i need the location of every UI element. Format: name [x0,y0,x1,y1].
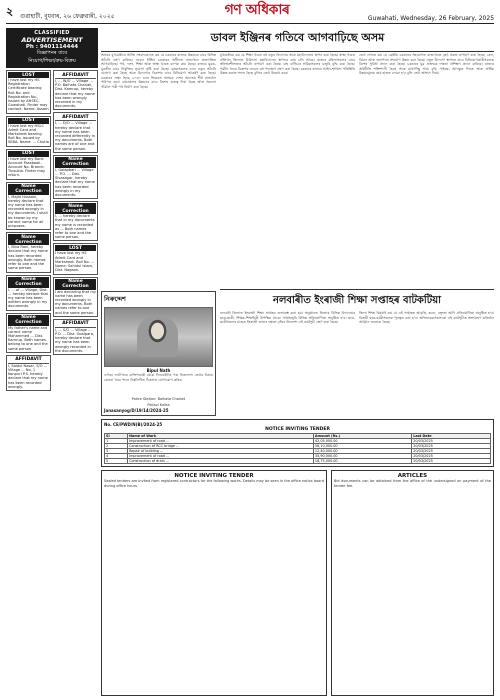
ad-body: I, ... S/O ... Village ... P.O. ... Dist. Goalpara, hereby declare that my name has been wrongly recorded in the documents. [55,327,95,353]
divider [101,51,494,52]
classified-ad [53,201,98,241]
classified-ad [53,155,98,199]
classified-ad [6,182,51,231]
page-body [6,28,494,696]
table-cell: Repair of building ... [128,449,314,454]
table-header-cell: Name of Work [128,434,314,439]
classified-column-1 [6,70,51,696]
tender-ref: No. CE/PWD/N(B)/2024-25 [104,422,163,427]
notice-title: ARTICLES [397,473,428,479]
article-column: অসমৰ মুখ্যমন্ত্ৰীয়ে আজি সংবাদমেলত কয় যে চৰকাৰে ৰাজ্যৰ উন্নয়নৰ বাবে বিভিন্ন আঁচনি গ্ৰহণ কৰিছে। ডাবল ইঞ্জিন চৰকাৰৰ অধীনত ৰাজ্যখনে দ্ৰুতগতিত আগবাঢ়িছে। পথ, দলং, শিক্ষা আৰু স্বাস্থ্য খণ্ডত ব্যাপক কাম হৈছে। ৰাজ্যৰ যুৱক-যুৱতীৰ বাবে নিযুক্তিৰ সুযোগ সৃষ্টি কৰা হৈছে। কৃষকসকলৰ বাবে নতুন আঁচনি ঘোষণা কৰা হৈছে আৰু উদ্যোগৰ বিকাশৰ বাবে বিনিয়োগ আকৰ্ষণ কৰা হৈছে। চৰকাৰৰ লক্ষ্য হৈছে ২০৩০ চনৰ ভিতৰত অসমক দেশৰ অন্যতম শীৰ্ষ ৰাজ্যলৈ পৰিণত কৰা। গ্ৰামাঞ্চলৰ উন্নয়নৰ বাবে বিশেষ গুৰুত্ব দিয়া হৈছে আৰু সকলো গাঁৱলৈ পকী পথ নিৰ্মাণ কৰা হৈছে। [101,53,216,89]
ad-title: AFFIDAVIT [55,72,96,79]
classified-ad [6,355,51,391]
table-header-cell: Last Date [412,434,491,439]
tender-notice [101,419,494,467]
newspaper-logo: গণ অধিকাৰ [224,2,290,18]
classified-ad [6,275,51,311]
table-cell: 18,75,000.00 [313,459,411,464]
ad-body: I, Golapbari ... Village ... P.O. ... Dist. Sivasagar, hereby declare that my name has been recorded wrongly in my documents. [55,167,95,198]
notice-box [331,470,494,696]
classified-header [6,28,98,68]
table-cell: 20/03/2025 [412,444,491,449]
article-column: মুখ্যমন্ত্ৰীয়ে কয় যে শিক্ষা খণ্ডত বহু নতুন বিদ্যালয় আৰু মহাবিদ্যালয় স্থাপন কৰা হৈছে। স্বাস্থ্য খণ্ডত প্ৰতিখন জিলাত চিকিৎসা মহাবিদ্যালয় স্থাপনৰ কাম চলি আছে। ৰাজ্যৰ মহিলাসকলৰ বাবে স্বনিৰ্ভৰশীলতাৰ আঁচনি ৰূপায়ণ কৰা হৈছে। চাহ বাগিচাৰ শ্ৰমিকসকলৰ মজুৰি বৃদ্ধি কৰা হৈছে। পৰ্যটন খণ্ডৰ বিকাশৰ বাবেও বহু পদক্ষেপ গ্ৰহণ কৰা হৈছে। চৰকাৰে ৰাজ্যৰ আইন-শৃংখলা পৰিস্থিতি উন্নত কৰাত সফল হৈছে বুলিও তেওঁ উল্লেখ কৰে। [220,53,355,75]
news-columns [220,53,494,288]
table-cell: 12,40,000.00 [313,449,411,454]
ad-title: LOST [55,245,96,251]
notice-body: Sealed tenders are invited from registered contractors for the following works. Details may be seen in the office notice board during office hours. [104,479,324,488]
ad-body: I, Bina Rani, hereby declare that my name has been recorded wrongly. Both names refer to one and the same person. [8,245,48,271]
table-cell: 20/03/2025 [412,449,491,454]
secondary-headline: নলবাৰীত ইংৰাজী শিক্ষা সপ্তাহৰ বাটকটিয়া [272,295,442,306]
ad-title: LOST [8,118,49,124]
main-story-area [101,53,494,416]
date-assamese: গুৱাহাটী, বুধবাৰ, ২৬ ফেব্ৰুৱাৰী, ২০২৫ [20,13,115,20]
ad-body: My father's name and correct name Mohammed ... Dist. Kamrup. Both names belong to one and the same person. [8,325,48,351]
ad-body: I, ... D/O ... Village ... hereby declare that my name has been recorded differently in my documents. Both names are of one and the same person. [55,121,95,151]
ad-title: Name Correction [55,203,96,214]
classified-ad [6,149,51,180]
classified-section [6,28,98,696]
table-cell: Construction of RCC bridge ... [128,444,314,449]
classified-title: ADVERTISEMENT [21,36,83,44]
news-area [101,28,494,696]
table-cell: Construction of drain ... [128,459,314,464]
classified-column-2 [53,70,98,696]
ad-title: AFFIDAVIT [8,357,49,364]
masthead [6,4,494,24]
classified-columns [6,70,98,696]
left-stack [101,53,216,416]
notice-body: Bid documents can be obtained from the office of the undersigned on payment of the tender fee. [333,479,491,488]
table-cell: 5 [105,459,128,464]
classified-ad [53,243,98,274]
table-cell: 2 [105,444,128,449]
signoff-name: Pallavi Kalita [147,403,170,407]
article-column: নলবাৰী জিলাত ইংৰাজী শিক্ষা সপ্তাহৰ শুভাৰম্ভ কৰা হয়। অনুষ্ঠানত জিলাৰ বিভিন্ন বিদ্যালয়ৰ ছাত্ৰ-ছাত্ৰী, শিক্ষক-শিক্ষয়িত্ৰী উপস্থিত থাকে। সপ্তাহজুৰি বিভিন্ন প্ৰতিযোগিতা অনুষ্ঠিত হ'ব। ছাত্ৰ-ছাত্ৰীসকলৰ মাজত ইংৰাজী ভাষাৰ দক্ষতা বৃদ্ধিৰ উদ্দেশ্যে এই কাৰ্যসূচী গ্ৰহণ কৰা হৈছে। [220,311,355,324]
right-stack [220,53,494,416]
ad-body: I have lost my HS Admit Card and Marksheet. Roll No. ... Name: Sahidul Islam, Dist. Nagaon. [55,251,95,273]
ad-body: I am declaring that my name has been recorded wrongly in my documents. Both names refer to one and the same person. [55,289,96,315]
photo-caption: Bipul Nath [146,368,171,373]
table-cell: 1 [105,439,128,444]
table-cell: 3 [105,449,128,454]
page-number: ২ [6,5,14,18]
classified-ad [53,277,98,317]
ad-title: Name Correction [55,157,96,168]
police-station: Police Station: Baihata Chariali [131,397,186,401]
article-column: জিলা শিক্ষা বিষয়াই কয় যে এই সপ্তাহত আবৃত্তি, ৰচনা, বক্তৃতা আদি প্ৰতিযোগিতা অনুষ্ঠিত হ'ব। বিজয়ী ছাত্ৰ-ছাত্ৰীসকলক পুৰস্কৃত কৰা হ'ব। অভিভাৱকসকলকো এই কাৰ্যসূচীত অংশগ্ৰহণ কৰিবলৈ আহ্বান জনোৱা হৈছে। [359,311,494,324]
table-cell: 20/03/2025 [412,459,491,464]
table-cell: 20/03/2025 [412,439,491,444]
ad-body: I, Saidul Nasar, S/O ... Village ... No. 1 Konpuri P.S. hereby declare that my name has been recorded wrongly. [8,363,48,389]
ad-title: Name Correction [8,315,49,326]
main-headline: ডাবল ইঞ্জিনৰ গতিবে আগবাঢ়িছে অসম [210,31,385,44]
notice-title: NOTICE INVITING TENDER [174,473,254,479]
phone-label: Ph : [25,44,38,50]
classified-ad [53,112,98,152]
missing-person-photo [104,307,213,367]
ad-body: I, Majid Hussain, hereby declare that my name has been recorded wrongly in my documents. I shall be known by my correct name for all purposes. [8,194,48,229]
ad-body: I have lost my HSLC Admit Card and Marksheet bearing Roll No. issued by SEBA. Name: ... Chutia [8,123,49,145]
table-cell: 35,90,000.00 [313,454,411,459]
ad-body: I have lost my HS Registration Certificate bearing Roll No. and Registration No., issued by AHSEC, Guwahati. Finder may contact. Name: Assam [8,78,49,112]
classified-line-as: বিজ্ঞাপনৰ বাবে [36,50,68,56]
classified-line-as2: নিয়োগ/শিক্ষা/ক্ৰয়-বিক্ৰয় [28,58,76,64]
date-english: Guwahati, Wednesday, 26 February, 2025 [367,15,495,22]
classified-ad [6,232,51,272]
missing-person-title: নিৰুদ্দেশ [104,295,126,303]
ad-title: LOST [8,151,49,157]
classified-ad [6,116,51,147]
classified-ad [6,313,51,353]
ad-title: AFFIDAVIT [55,321,96,328]
table-header-cell: Amount (Rs.) [313,434,411,439]
ad-title: Name Correction [8,277,49,288]
ad-body: I, ... hereby declare that in my documents my name is recorded as ... Both names refer to one and the same person. [55,214,95,240]
tender-table [104,433,491,464]
classified-ad [6,70,51,114]
tender-heading: NOTICE INVITING TENDER [265,427,330,432]
table-cell: 42,05,000.00 [313,439,411,444]
table-cell: Improvement of road ... [128,454,314,459]
notice-box [101,470,327,696]
ad-title: Name Correction [55,279,96,290]
secondary-columns [220,311,494,416]
ad-title: AFFIDAVIT [55,114,96,121]
ad-title: Name Correction [8,234,49,245]
bottom-notices [101,470,494,696]
classified-ad [53,319,98,355]
table-cell: Improvement of road ... [128,439,314,444]
missing-person-box [101,291,216,416]
reference-number: Janasanyog/D/19/14/2024-25 [104,408,169,413]
table-cell: 4 [105,454,128,459]
table-header-cell: Sl [105,434,128,439]
ad-body: I, ... of ... Village, Dist. ... hereby declare that my name has been written wrongly in my documents. [8,287,48,309]
article-column: তেওঁ লগতে কয় যে কেন্দ্ৰীয় চৰকাৰৰ সহযোগত ৰাজ্যখনত বৃহৎ প্ৰকল্প ৰূপায়ণ কৰা হৈছে। ৰেল, বিমান আৰু জলপথৰ সংযোগ উন্নত কৰা হৈছে। নতুন উদ্যোগ স্থাপনৰ বাবে বিনিয়োগকাৰীসকলক বিশেষ সুবিধা প্ৰদান কৰা হৈছে। চৰকাৰে যুৱ প্ৰজন্মক দক্ষতা প্ৰশিক্ষণ প্ৰদান কৰিছে। ৰাজ্যৰ অৰ্থনীতি শক্তিশালী হৈছে আৰু মাথাপিছু আয় বৃদ্ধি পাইছে। আগন্তুক দিনত আৰু অধিক উন্নয়নমূলক কাম হাতত লোৱা হ'ব বুলি তেওঁ আশ্বাস দিয়ে। [359,53,494,75]
table-row [105,459,491,464]
classified-ad [53,70,98,110]
phone-number: 9401114444 [39,44,79,50]
ad-title: Name Correction [8,184,49,195]
divider [220,289,494,290]
ad-title: LOST [8,72,49,78]
classified-label: CLASSIFIED [34,30,70,36]
ad-body: I, ... W/O ... Village ... P.O. Baihata Chariali, Dist. Kamrup, hereby declare that my name has been wrongly recorded in my documents. [55,79,95,109]
table-cell: 58,10,000.00 [313,444,411,449]
missing-person-note: ওপৰৰ ফটোখনৰ ব্যক্তিগৰাকী যোৱা দিনকেইটাৰ পৰা নিৰুদ্দেশ। তেওঁৰ বিষয়ে কোনো খবৰ পালে নিম্নলিখিত ঠিকনাত যোগাযোগ কৰিব। [104,373,213,382]
ad-body: I have lost my Bank Account Passbook. Account No. Branch: Tinsukia. Finder may return. [8,156,46,178]
table-cell: 20/03/2025 [412,454,491,459]
